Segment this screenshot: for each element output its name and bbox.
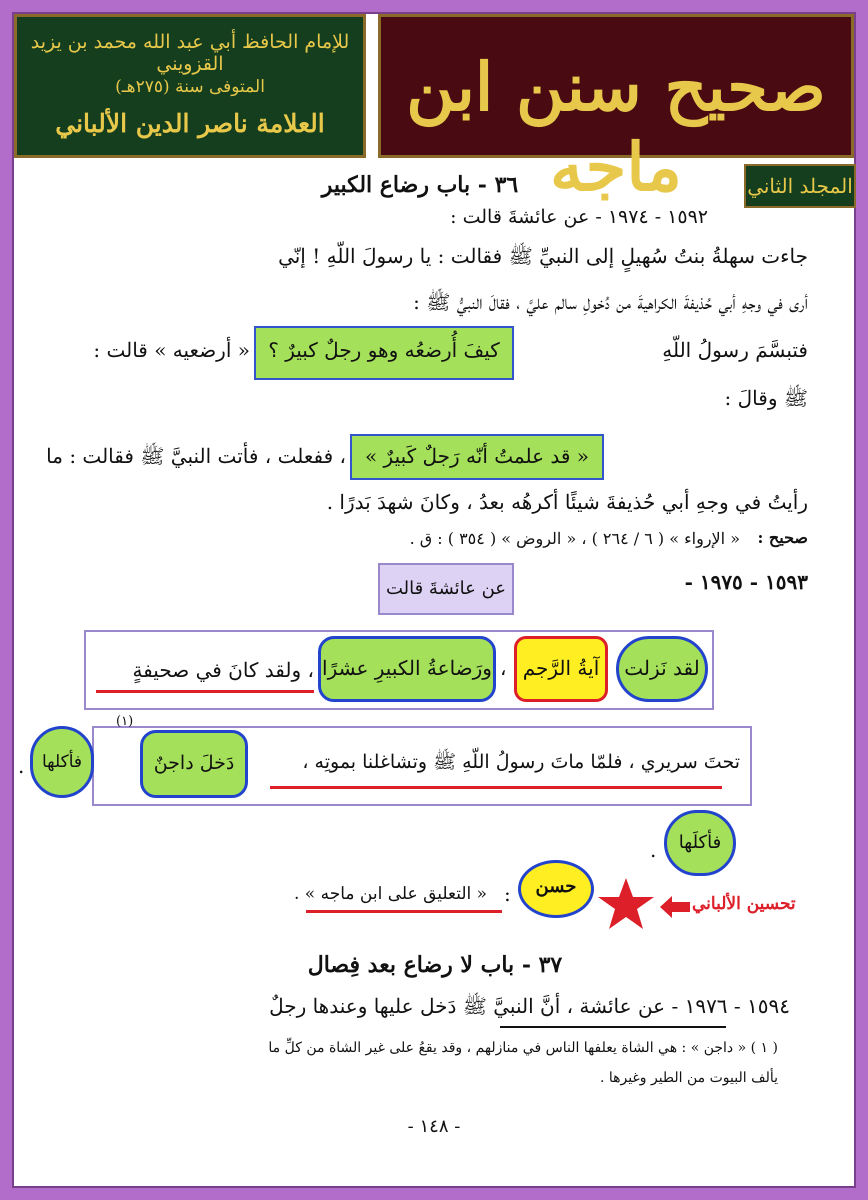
albani-annotation: تحسين الألباني: [692, 894, 796, 914]
grade-label-sahih: صحيح :: [757, 528, 808, 547]
hadith-1592-line-3b: فتبسَّمَ رسولُ اللّهِ: [662, 338, 808, 362]
author-line-3: العلامة ناصر الدين الألباني: [55, 109, 325, 138]
row1-stoning-verse: آيةُ الرَّجم: [522, 656, 600, 680]
row2-text: تحتَ سريري ، فلمّا ماتَ رسولُ اللّهِ ﷺ وتشاغلنا بموتِه ،: [302, 751, 740, 773]
footnote-separator: [500, 1026, 726, 1028]
grade-label-hasan: حسن: [535, 876, 577, 897]
grade-source-1593: « التعليق على ابن ماجه » .: [294, 884, 488, 904]
book-title: صحيح سنن ابن ماجه: [406, 48, 826, 206]
hadith-1593-number: ١٥٩٣ - ١٩٧٥ -: [684, 570, 808, 594]
volume-badge: المجلد الثاني: [744, 164, 856, 208]
grade-colon: :: [504, 882, 511, 906]
standalone-ate-it: فأكلَها: [678, 832, 722, 853]
author-line-2: المتوفى سنة (٢٧٥هـ): [115, 77, 265, 97]
page-number: - ١٤٨ -: [407, 1116, 461, 1137]
row2-period: .: [18, 754, 25, 778]
hadith-1592-line-4: ﷺ وقالَ :: [724, 386, 808, 410]
row2-ate-it: فأكلها: [41, 752, 83, 772]
hadith-1592-line-6: رأيتُ في وجهِ أبي حُذيفةَ شيئًا أكرهُه بعدُ ، وكانَ شهدَ بَدرًا .: [326, 490, 808, 514]
footnote-line-1: ( ١ ) « داجن » : هي الشاة يعلفها الناس في منازلهم ، وقد يقعُ على غير الشاة من كلِّ ما: [268, 1040, 778, 1056]
row1-in-a-sheet: ، ولقد كانَ في صحيفةٍ: [132, 658, 314, 682]
author-line-1: للإمام الحافظ أبي عبد الله محمد بن يزيد القزويني: [30, 31, 350, 75]
red-star-icon: [596, 876, 656, 932]
hadith-1592-header: ١٥٩٢ - ١٩٧٤ - عن عائشةَ قالت :: [450, 206, 708, 228]
red-arrow-icon: [660, 896, 690, 918]
standalone-period: .: [650, 838, 657, 862]
footnote-marker: (١): [116, 714, 134, 729]
hadith-1593-header-highlight: عن عائشةَ قالت: [385, 578, 507, 599]
red-underline-grade: [306, 910, 502, 913]
hadith-1592-line-5-highlight: « قد علمتُ أنّه رَجلٌ كَبيرٌ »: [364, 444, 590, 468]
chapter-36-title: ٣٦ - باب رضاع الكبير: [321, 172, 519, 198]
hadith-1592-line-1: جاءت سهلةُ بنتُ سُهيلٍ إلى النبيِّ ﷺ فقالت : يا رسولَ اللّهِ ! إنّي: [278, 244, 808, 268]
row1-separator: ،: [500, 656, 507, 680]
author-banner: [14, 14, 366, 158]
hadith-1592-line-5b: ، ففعلت ، فأتت النبيَّ ﷺ فقالت : ما: [46, 444, 346, 468]
chapter-37-title: ٣٧ - باب لا رضاع بعد فِصال: [307, 952, 563, 978]
red-underline-row2: [270, 786, 722, 789]
footnote-line-2: يألف البيوت من الطير وغيرها .: [599, 1070, 778, 1086]
row1-revealed: لقد نَزلت: [624, 656, 700, 680]
hadith-1594-line: ١٥٩٤ - ١٩٧٦ - عن عائشة ، أنَّ النبيَّ ﷺ دَخل عليها وعندها رجلٌ: [269, 994, 790, 1018]
hadith-1592-line-3-highlight: كيفَ أُرضعُه وهو رجلٌ كبيرٌ ؟: [268, 338, 500, 362]
hadith-1592-line-2: أرى في وجهِ أبي حُذيفةَ الكراهيةَ من دُخولِ سالم عليَّ ، فقالَ النبيُّ ﷺ :: [413, 290, 808, 314]
hadith-1592-line-3a: « أرضعيه » قالت :: [93, 338, 250, 362]
red-underline-row1: [96, 690, 314, 693]
row1-adult-suckling: ورَضاعةُ الكبيرِ عشرًا: [322, 656, 492, 680]
row2-goat-entered: دَخلَ داجنٌ: [153, 752, 235, 774]
grade-source-1592: « الإرواء » ( ٦ / ٢٦٤ ) ، « الروض » ( ٣٥٤ ) : ق .: [409, 529, 740, 548]
